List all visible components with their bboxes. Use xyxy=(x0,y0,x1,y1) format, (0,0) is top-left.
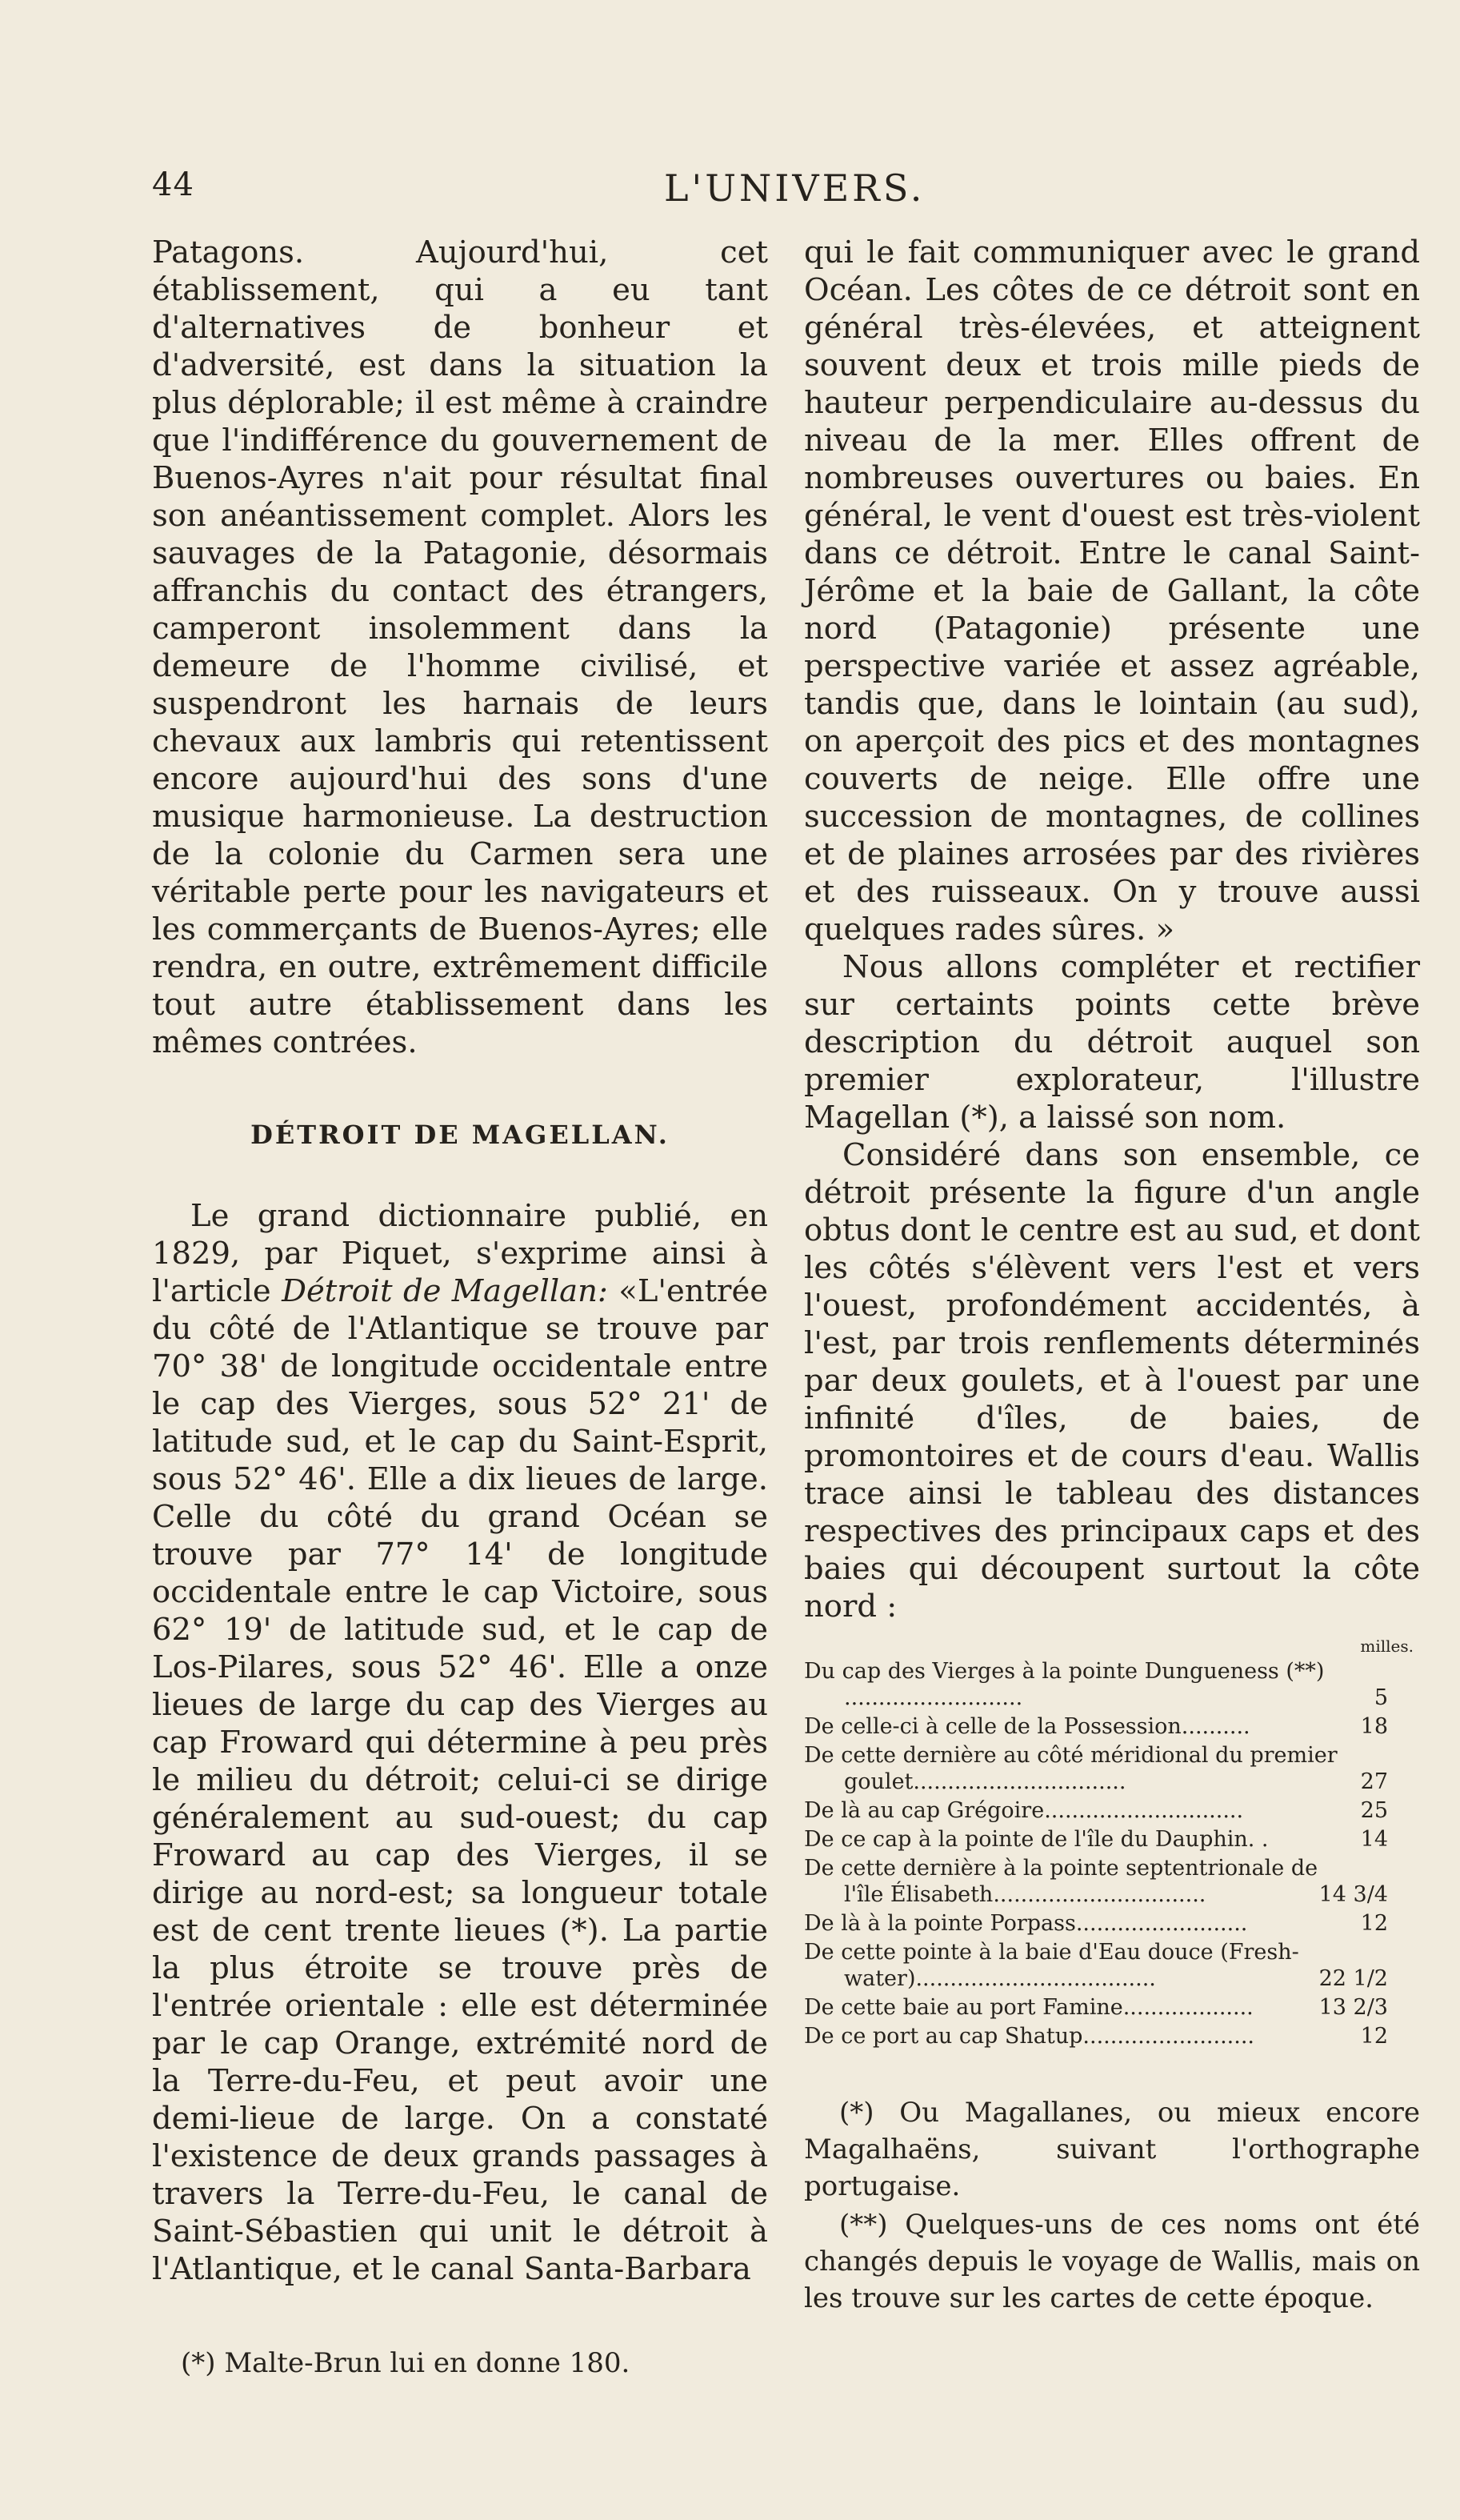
footnote: (*) Malte-Brun lui en donne 180. xyxy=(181,2347,630,2379)
table-row xyxy=(804,1742,1420,1795)
footnotes xyxy=(804,2094,1420,2317)
paragraph-text: Le grand dictionnaire publié, en 1829, par Piquet, s'exprime ainsi à l'article xyxy=(152,1198,768,1309)
article-title: Détroit de Magellan: xyxy=(282,1273,608,1309)
paragraph: Nous allons compléter et rectifier sur certaints points cette brève description du détroit auquel son premier explorateur, l'illustre Magellan (*), a laissé son nom. xyxy=(804,949,1420,1136)
table-row-value: 13 2/3 xyxy=(1318,1995,1388,2020)
running-title: L'UNIVERS. xyxy=(664,166,926,210)
table-row-value: 14 xyxy=(1360,1827,1388,1852)
page-number: 44 xyxy=(152,166,194,203)
table-row-value: 25 xyxy=(1360,1798,1388,1823)
table-row-label: Du cap des Vierges à la pointe Dungueness (**) .......................... xyxy=(804,1659,1325,1710)
table-row-label: De cette pointe à la baie d'Eau douce (Fresh-water)................................... xyxy=(804,1940,1299,1991)
table-row-label: De ce cap à la pointe de l'île du Dauphin. . xyxy=(804,1827,1269,1852)
table-row xyxy=(804,1658,1420,1711)
table-row-value: 5 xyxy=(1374,1685,1388,1710)
table-row-value: 14 3/4 xyxy=(1318,1882,1388,1907)
left-column xyxy=(152,234,768,2381)
table-row xyxy=(804,1994,1420,2021)
table-row xyxy=(804,1910,1420,1937)
right-column xyxy=(804,234,1420,2318)
table-row-value: 12 xyxy=(1360,2024,1388,2049)
distance-table xyxy=(804,1658,1420,2049)
paragraph xyxy=(152,1197,768,2288)
paragraph: qui le fait communiquer avec le grand Océan. Les côtes de ce détroit sont en général très-élevées, et atteignent souvent deux et trois mille pieds de hauteur perpendiculaire au-dessus du niveau de la mer. Elles offrent de nombreuses ouvertures ou baies. En général, le vent d'ouest est très-violent dans ce détroit. Entre le canal Saint-Jérôme et la baie de Gallant, la côte nord (Patagonie) présente une perspective variée et assez agréable, tandis que, dans le lointain (au sud), on aperçoit des pics et des montagnes couverts de neige. Elle offre une succession de montagnes, de collines et de plaines arrosées par des rivières et des ruisseaux. On y trouve aussi quelques rades sûres. » xyxy=(804,234,1420,948)
table-row-label: De cette baie au port Famine................... xyxy=(804,1995,1254,2020)
table-row-value: 27 xyxy=(1360,1769,1388,1794)
paragraph: Patagons. Aujourd'hui, cet établissement, qui a eu tant d'alternatives de bonheur et d'adversité, est dans la situation la plus déplorable; il est même à craindre que l'indifférence du gouvernement de Buenos-Ayres n'ait pour résultat final son anéantissement complet. Alors les sauvages de la Patagonie, désormais affranchis du contact des étrangers, camperont insolemment dans la demeure de l'homme civilisé, et suspendront les harnais de leurs chevaux aux lambris qui retentissent encore aujourd'hui des sons d'une musique harmonieuse. La destruction de la colonie du Carmen sera une véritable perte pour les navigateurs et les commerçants de Buenos-Ayres; elle rendra, en outre, extrêmement difficile tout autre établissement dans les mêmes contrées. xyxy=(152,234,768,1060)
table-row-label: De ce port au cap Shatup......................... xyxy=(804,2024,1254,2049)
table-row-label: De là au cap Grégoire............................. xyxy=(804,1798,1244,1823)
table-row xyxy=(804,1826,1420,1853)
section-title: DÉTROIT DE MAGELLAN. xyxy=(250,1120,670,1150)
table-row xyxy=(804,1797,1420,1824)
table-row-label: De là à la pointe Porpass......................... xyxy=(804,1911,1248,1936)
table-row xyxy=(804,1855,1420,1908)
page-header xyxy=(152,166,926,210)
table-row-label: De celle-ci à celle de la Possession.......... xyxy=(804,1714,1250,1739)
table-row-value: 12 xyxy=(1360,1911,1388,1936)
footnote: (**) Quelques-uns de ces noms ont été changés depuis le voyage de Wallis, mais on les trouve sur les cartes de cette époque. xyxy=(804,2209,1420,2314)
table-row-label: De cette dernière à la pointe septentrionale de l'île Élisabeth............................... xyxy=(804,1856,1318,1907)
table-row xyxy=(804,2023,1420,2049)
table-unit-label: milles. xyxy=(1360,1637,1414,1656)
paragraph: Considéré dans son ensemble, ce détroit présente la figure d'un angle obtus dont le centre est au sud, et dont les côtés s'élèvent vers l'est et vers l'ouest, profondément accidentés, à l'est, par trois renflements déterminés par deux goulets, et à l'ouest par une infinité d'îles, de baies, de promontoires et de cours d'eau. Wallis trace ainsi le tableau des distances respectives des principaux caps et des baies qui découpent surtout la côte nord : xyxy=(804,1137,1420,1625)
table-row-value: 18 xyxy=(1360,1714,1388,1739)
table-row-label: De cette dernière au côté méridional du premier goulet............................... xyxy=(804,1743,1338,1794)
table-row xyxy=(804,1939,1420,1992)
footnote: (*) Ou Magallanes, ou mieux encore Magalhaëns, suivant l'orthographe portugaise. xyxy=(804,2097,1420,2202)
paragraph-text: «L'entrée du côté de l'Atlantique se trouve par 70° 38' de longitude occidentale entre le cap des Vierges, sous 52° 21' de latitude sud, et le cap du Saint-Esprit, sous 52° 46'. Elle a dix lieues de large. Celle du côté du grand Océan se trouve par 77° 14' de longitude occidentale entre le cap Victoire, sous 62° 19' de latitude sud, et le cap de Los-Pilares, sous 52° 46'. Elle a onze lieues de large du cap des Vierges au cap Froward qui détermine à peu près le milieu du détroit; celui-ci se dirige généralement au sud-ouest; du cap Froward au cap des Vierges, il se dirige au nord-est; sa longueur totale est de cent trente lieues (*). La partie la plus étroite se trouve près de l'entrée orientale : elle est déterminée par le cap Orange, extrémité nord de la Terre-du-Feu, et peut avoir une demi-lieue de large. On a constaté l'existence de deux grands passages à travers la Terre-du-Feu, le canal de Saint-Sébastien qui unit le détroit à l'Atlantique, et le canal Santa-Barbara xyxy=(152,1273,769,2287)
table-row-value: 22 1/2 xyxy=(1318,1966,1388,1991)
table-row xyxy=(804,1713,1420,1740)
